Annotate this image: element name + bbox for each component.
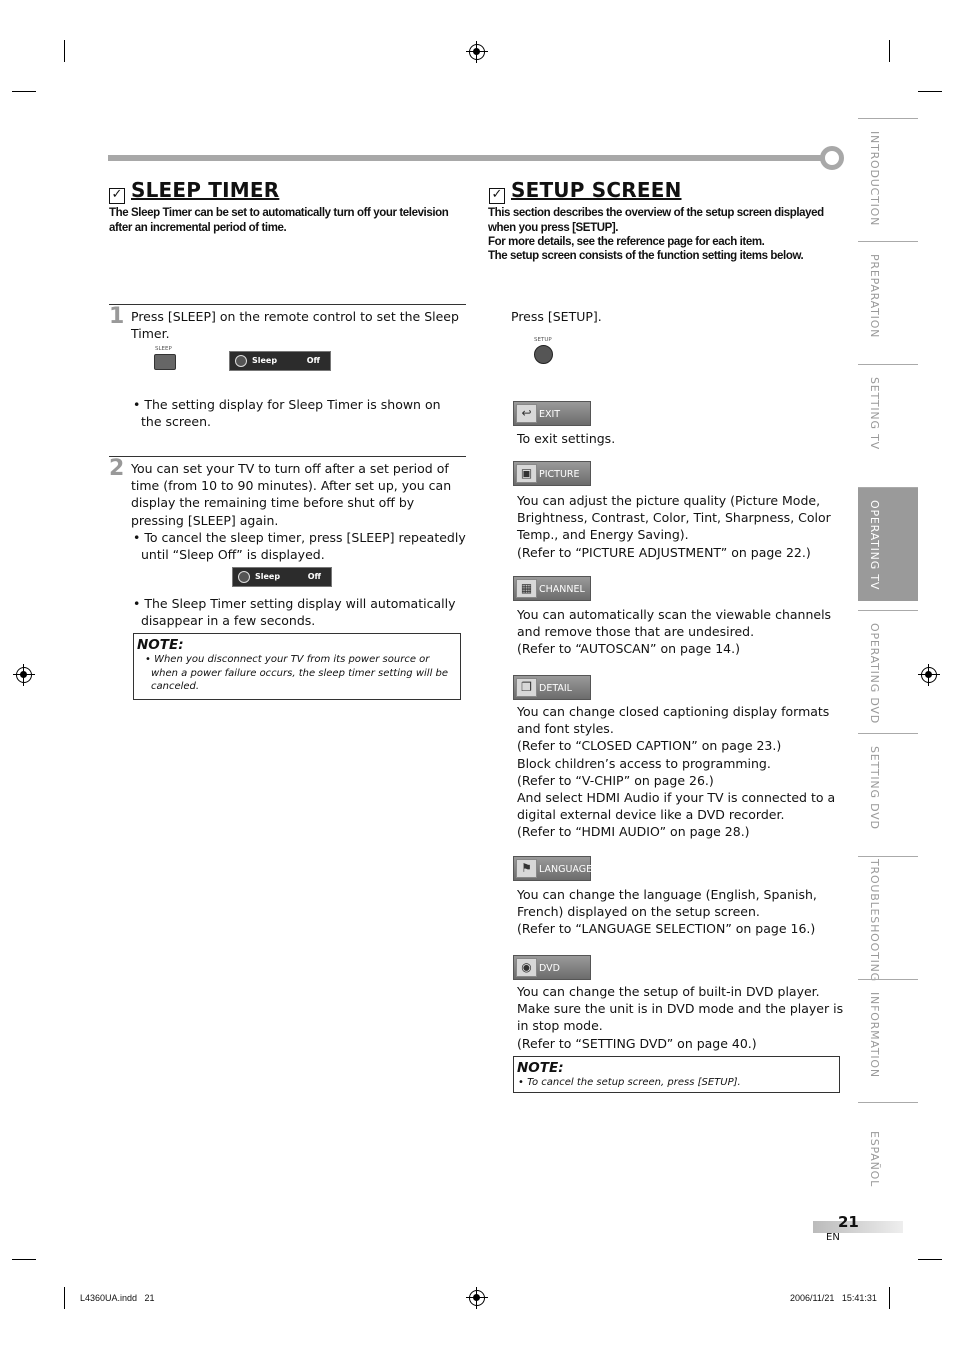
step1-bullet: • The setting display for Sleep Timer is shown on the screen. [133,397,441,430]
page-number: 21 [838,1213,859,1231]
channel-grid-icon: ▦ [516,579,537,598]
side-tab-label: TROUBLESHOOTING [868,859,881,982]
side-tab-preparation [858,241,918,355]
step-number: 2 [109,456,125,481]
crop-mark [889,1287,890,1309]
side-tab-operating-dvd [858,610,918,724]
crop-mark [889,40,890,62]
menu-item-exit [513,401,591,426]
menu-label: PICTURE [539,469,580,480]
setup-intro-1: This section describes the overview of the setup screen displayed when you press [SETUP]. [488,207,824,234]
setup-intro-2: For more details, see the reference page for each item. [488,236,765,248]
step1-text: Press [SLEEP] on the remote control to set the Sleep Timer. [131,309,459,342]
registration-mark-icon [16,667,32,683]
sleep-button-label: SLEEP [155,346,172,352]
note-title: NOTE: [137,637,184,653]
registration-mark-icon [921,667,937,683]
registration-mark-icon [469,1290,485,1306]
crop-mark [64,40,65,62]
sleep-button-icon [154,354,176,370]
step2-bullet-cancel: • To cancel the sleep timer, press [SLEEP] repeatedly until “Sleep Off” is displayed. [133,530,466,563]
menu-item-language [513,856,591,881]
osd-label: Sleep [255,572,281,581]
side-tab-introduction [858,118,918,232]
exit-arrow-icon: ↩ [516,404,537,423]
side-tab-label: SETTING TV [868,377,881,450]
menu-item-detail [513,675,591,700]
sleep-osd-display [232,567,332,587]
sleep-osd-display [229,351,331,371]
setup-screen-title-text: SETUP SCREEN [511,178,682,202]
setup-button-label: SETUP [534,337,552,343]
step-divider [109,456,466,457]
sleep-timer-title [109,178,279,203]
side-tab-information [858,979,918,1093]
menu-label: DVD [539,963,560,974]
side-tab-label: INTRODUCTION [868,131,881,227]
footer-timestamp: 2006/11/21 15:41:31 [790,1293,877,1303]
step-divider [109,304,466,305]
step2-text: You can set your TV to turn off after a set period of time (from 10 to 90 minutes). After set up, you can display the remaining time before shut off by pressing [SLEEP] again. [131,461,452,528]
menu-label: CHANNEL [539,584,585,595]
menu-item-dvd [513,955,591,980]
sleep-timer-note [133,633,461,700]
side-tab-label: ESPAÑOL [868,1131,881,1188]
side-tab-label: OPERATING DVD [868,623,881,724]
setup-button-icon [534,345,553,364]
menu-desc-language: You can change the language (English, Spanish, French) displayed on the setup screen. (Refer to “LANGUAGE SELECTION” on page 16.) [517,887,817,937]
menu-label: EXIT [539,409,561,420]
menu-label: LANGUAGE [539,864,593,875]
crop-mark [12,91,36,92]
detail-pages-icon: ❐ [516,678,537,697]
sleep-timer-intro: The Sleep Timer can be set to automatically turn off your television after an incremental period of time. [109,207,449,234]
setup-screen-title [489,178,682,203]
header-rule [108,155,824,161]
checkbox-icon: ✓ [489,188,505,204]
menu-desc-exit: To exit settings. [517,431,616,446]
osd-value: Off [307,572,321,581]
side-tab-operating-tv [858,487,918,601]
page-language: EN [826,1232,840,1243]
side-tab-label: SETTING DVD [868,746,881,830]
step-number: 1 [109,304,125,329]
crop-mark [918,91,942,92]
osd-label: Sleep [252,356,278,365]
dvd-disc-icon: ◉ [516,958,537,977]
menu-desc-dvd: You can change the setup of built-in DVD player. Make sure the unit is in DVD mode and the player is in stop mode. (Refer to “SETTING DVD” on page 40.) [517,984,844,1051]
side-tab-setting-dvd [858,733,918,847]
alarm-clock-icon [235,355,247,367]
side-tab-label: OPERATING TV [868,500,881,591]
alarm-clock-icon [238,571,250,583]
crop-mark [918,1259,942,1260]
side-tab-label: INFORMATION [868,992,881,1078]
crop-mark [12,1259,36,1260]
side-tab-espanol [858,1102,918,1216]
setup-intro-3: The setup screen consists of the function setting items below. [488,250,804,262]
side-tab-setting-tv [858,364,918,478]
menu-label: DETAIL [539,683,572,694]
setup-screen-note [513,1056,840,1093]
side-tab-label: PREPARATION [868,254,881,339]
step2-bullet-disappear: • The Sleep Timer setting display will automatically disappear in a few seconds. [133,596,456,629]
checkbox-icon: ✓ [109,188,125,204]
sleep-timer-title-text: SLEEP TIMER [131,178,280,202]
registration-mark-icon [469,44,485,60]
setup-press-text: Press [SETUP]. [511,309,602,324]
menu-desc-detail: You can change closed captioning display formats and font styles. (Refer to “CLOSED CAPTION” on page 23.) Block children’s access to programming. (Refer to “V-CHIP” on page 26.) And select HDMI Audio if your TV is connected to a digital external device like a DVD recorder. (Refer to “HDMI AUDIO” on page 28.) [517,704,836,840]
language-flag-icon: ⚑ [516,859,537,878]
menu-item-channel [513,576,591,601]
crop-mark [64,1287,65,1309]
header-rule-ring [820,146,844,170]
menu-item-picture [513,461,591,486]
note-title: NOTE: [517,1060,564,1076]
picture-icon: ▣ [516,464,537,483]
note-text: • When you disconnect your TV from its power source or when a power failure occurs, the sleep timer setting will be canceled. [145,654,449,692]
menu-desc-picture: You can adjust the picture quality (Picture Mode, Brightness, Contrast, Color, Tint, Sharpness, Color Temp., and Energy Saving). (Refer to “PICTURE ADJUSTMENT” on page 22.) [517,493,831,560]
osd-value: Off [306,356,320,365]
note-text: • To cancel the setup screen, press [SETUP]. [518,1077,741,1088]
footer-file-info: L4360UA.indd 21 [80,1293,155,1303]
menu-desc-channel: You can automatically scan the viewable channels and remove those that are undesired. (Refer to “AUTOSCAN” on page 14.) [517,607,832,657]
side-tab-troubleshooting [858,856,918,982]
